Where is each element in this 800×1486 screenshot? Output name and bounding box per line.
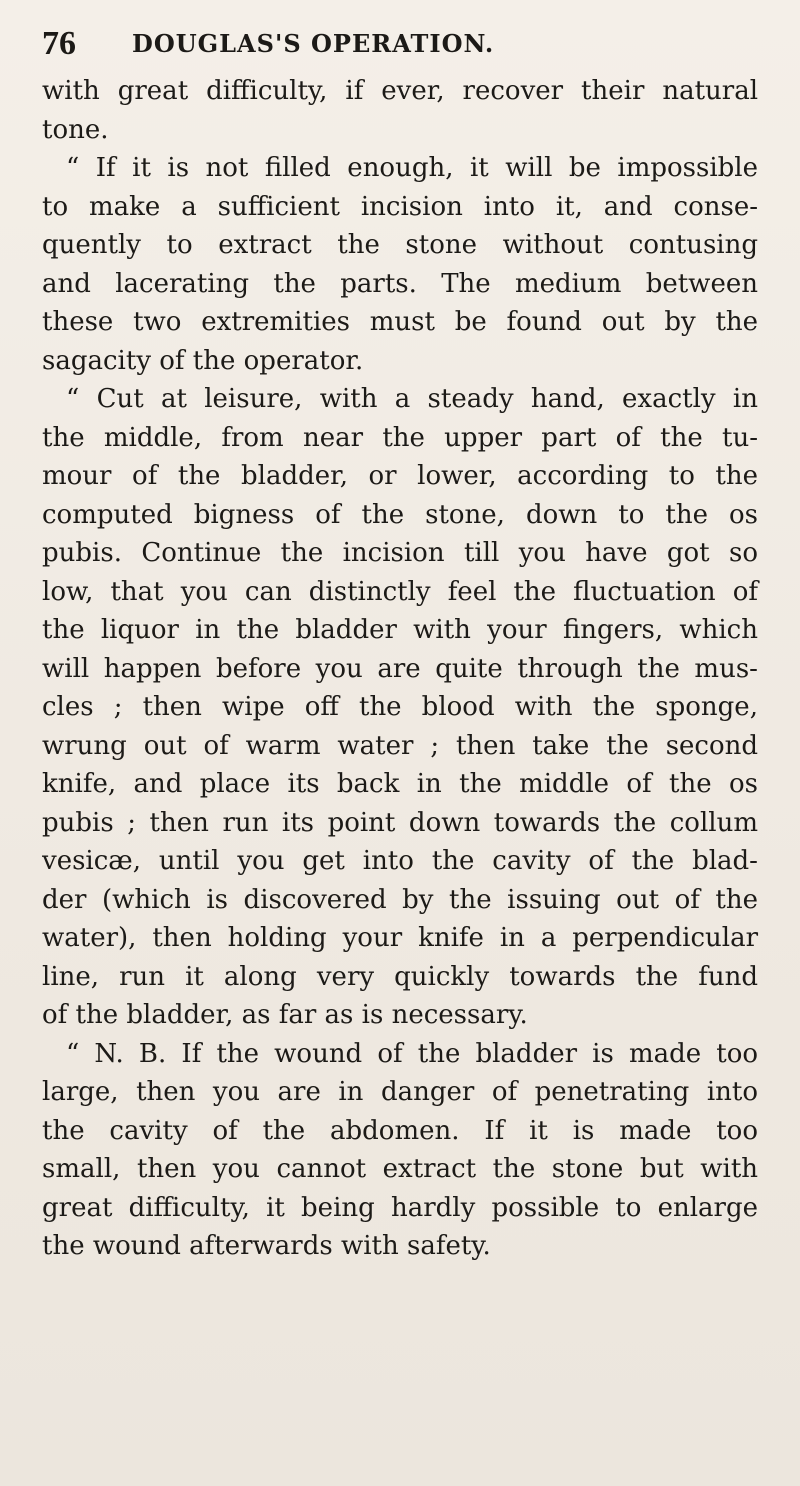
page-number: 76 [42, 25, 76, 62]
body-text [42, 72, 762, 1266]
text-line: of the bladder, as far as is necessary. [42, 1000, 528, 1030]
text-line: quently to extract the stone without contusing [42, 230, 758, 260]
text-line: to make a sufficient incision into it, and conse- [42, 191, 759, 222]
text-line: great difficulty, it being hardly possible to enlarge [42, 1192, 758, 1223]
text-line: vesicæ, until you get into the cavity of the blad- [42, 846, 758, 876]
text-line: with great difficulty, if ever, recover their natural [42, 76, 759, 106]
running-head [42, 20, 742, 68]
text-line: wrung out of warm water ; then take the second [42, 730, 759, 761]
text-line: computed bigness of the stone, down to the os [42, 499, 759, 530]
text-line: line, run it along very quickly towards the fund [42, 961, 758, 992]
text-line: pubis. Continue the incision till you have got so [42, 538, 759, 568]
text-line: the middle, from near the upper part of the tu- [42, 422, 758, 453]
text-line: will happen before you are quite through the mus- [42, 653, 758, 684]
text-line: the cavity of the abdomen. If it is made too [42, 1115, 758, 1146]
text-line: low, that you can distinctly feel the fluctuation of [42, 576, 759, 607]
text-line: small, then you cannot extract the stone but with [42, 1154, 759, 1184]
text-line: tone. [42, 114, 109, 145]
text-line: water), then holding your knife in a perpendicular [42, 923, 759, 953]
text-line: and lacerating the parts. The medium between [42, 268, 758, 299]
text-line: “ If it is not filled enough, it will be impossible [66, 153, 758, 183]
text-line: mour of the bladder, or lower, according to the [42, 461, 759, 491]
text-line: large, then you are in danger of penetrating into [42, 1077, 759, 1107]
text-line: sagacity of the operator. [42, 345, 364, 376]
text-line: “ N. B. If the wound of the bladder is made too [66, 1038, 759, 1069]
text-line: these two extremities must be found out by the [42, 307, 759, 337]
text-line: “ Cut at leisure, with a steady hand, exactly in [66, 384, 758, 414]
text-line: der (which is discovered by the issuing out of the [42, 884, 758, 915]
text-line: pubis ; then run its point down towards the collum [42, 807, 758, 838]
running-title: DOUGLAS'S OPERATION. [132, 29, 495, 58]
text-line: cles ; then wipe off the blood with the sponge, [42, 692, 758, 722]
text-line: the liquor in the bladder with your fingers, which [42, 615, 758, 645]
text-line: knife, and place its back in the middle of the os [42, 769, 758, 799]
text-line: the wound afterwards with safety. [42, 1231, 491, 1261]
